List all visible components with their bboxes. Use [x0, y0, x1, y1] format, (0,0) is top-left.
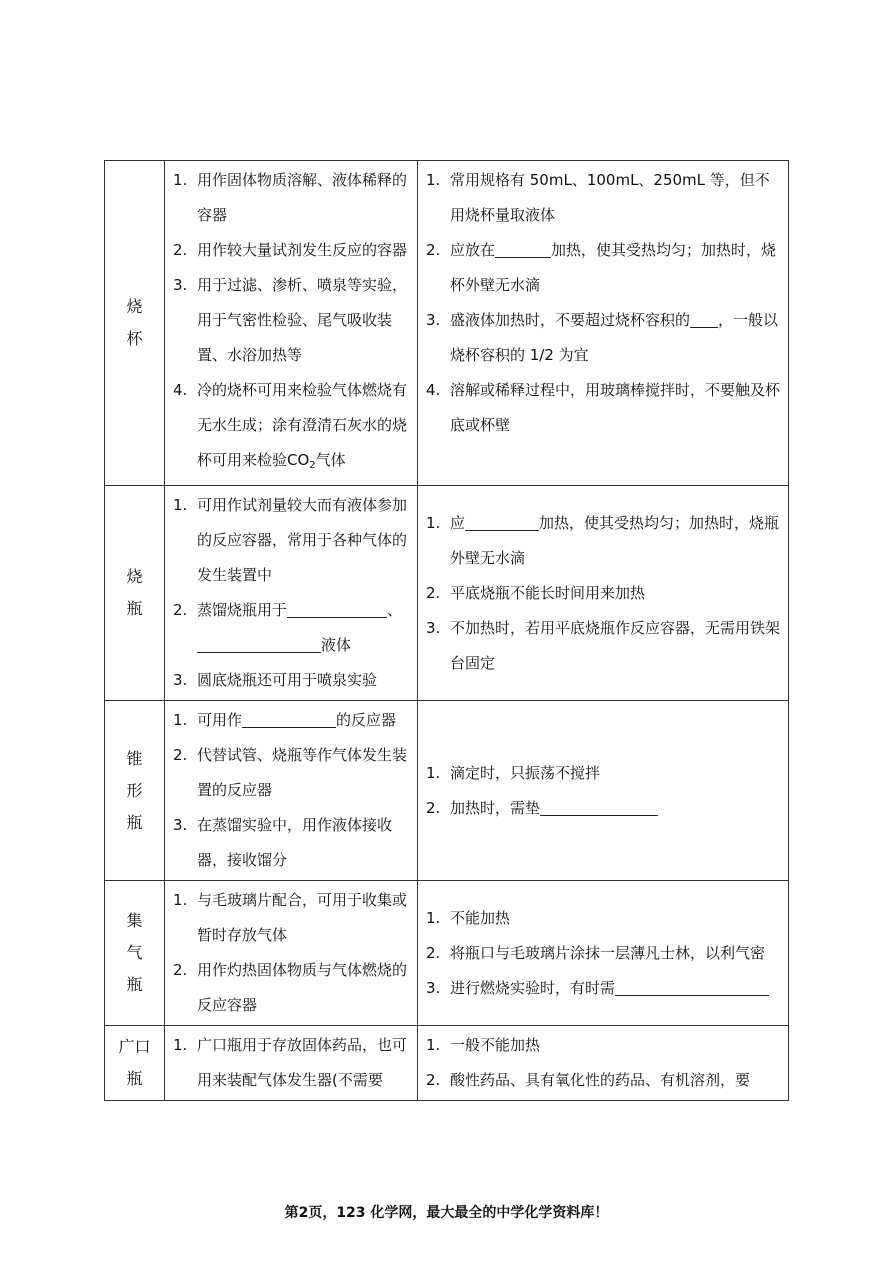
- page-footer: 第2页，123 化学网，最大最全的中学化学资料库！: [284, 1205, 609, 1221]
- list-item: 3. 进行燃烧实验时，有时需: [426, 971, 782, 1006]
- uses-cell: [165, 161, 418, 486]
- apparatus-name-char: 形: [126, 780, 143, 800]
- list-item: 1. 与毛玻璃片配合，可用于收集或暂时存放气体: [173, 891, 408, 944]
- notes-cell: [418, 701, 789, 881]
- apparatus-name-char: 瓶: [126, 599, 143, 618]
- list-item: 1. 滴定时，只振荡不搅拌: [426, 763, 601, 782]
- uses-cell: [165, 486, 418, 701]
- list-item: 1. 可用作试剂量较大而有液体参加的反应容器，常用于各种气体的发生装置中: [173, 496, 408, 584]
- apparatus-name-char: 锥: [126, 748, 143, 768]
- list-item: 2. 用作较大量试剂发生反应的容器: [173, 241, 408, 259]
- apparatus-name-char: 瓶: [126, 1069, 143, 1088]
- fill-blank[interactable]: [465, 512, 539, 531]
- notes-cell: [418, 1026, 789, 1101]
- list-item: 2. 加热时，需垫: [426, 791, 782, 826]
- list-item: 2. 将瓶口与毛玻璃片涂抹一层薄凡士林，以利气密: [426, 943, 766, 962]
- list-item: 1. 一般不能加热: [426, 1036, 541, 1054]
- uses-cell: [165, 1026, 418, 1101]
- apparatus-name-char: 烧: [126, 297, 143, 316]
- list-item: 3. 用于过滤、渗析、喷泉等实验，用于气密性检验、尾气吸收装置、水浴加热等: [173, 276, 408, 364]
- apparatus-name-char: 烧: [126, 567, 143, 586]
- apparatus-name-char: 广口: [118, 1037, 151, 1056]
- apparatus-name-char: 气: [126, 943, 143, 962]
- list-item: 2. 平底烧瓶不能长时间用来加热: [426, 583, 646, 602]
- list-item: 2. 应放在 加热，使其受热均匀；加热时，烧杯外壁无水滴: [426, 241, 777, 294]
- apparatus-name-char: 瓶: [126, 975, 143, 994]
- apparatus-table: [104, 160, 789, 1101]
- fill-blank[interactable]: [540, 797, 658, 816]
- list-item: 3. 不加热时，若用平底烧瓶作反应容器，无需用铁架台固定: [426, 618, 781, 672]
- list-item: 3. 盛液体加热时，不要超过烧杯容积的 ，一般以烧杯容积的 1/2 为宜: [426, 311, 779, 364]
- uses-cell: [165, 701, 418, 881]
- fill-blank[interactable]: [615, 977, 769, 996]
- apparatus-name-cell: [105, 881, 165, 1026]
- apparatus-name-char: 集: [126, 911, 143, 930]
- table-row: [105, 1026, 789, 1101]
- list-item: 2. 用作灼热固体物质与气体燃烧的反应容器: [173, 961, 408, 1014]
- table-row: [105, 881, 789, 1026]
- list-item: 2. 蒸馏烧瓶用于 、液体: [173, 601, 403, 654]
- fill-blank[interactable]: [242, 709, 336, 728]
- list-item: 1. 可用作 的反应器: [173, 711, 397, 729]
- list-item: 1. 广口瓶用于存放固体药品，也可用来装配气体发生器(不需要: [173, 1036, 408, 1089]
- list-item: 3. 圆底烧瓶还可用于喷泉实验: [173, 671, 378, 689]
- list-item: 2. 酸性药品、具有氧化性的药品、有机溶剂，要: [426, 1071, 751, 1089]
- fill-blank[interactable]: [197, 634, 321, 653]
- fill-blank[interactable]: [287, 599, 387, 618]
- list-item: 4. 溶解或稀释过程中，用玻璃棒搅拌时，不要触及杯底或杯壁: [426, 381, 781, 434]
- list-item: 2. 代替试管、烧瓶等作气体发生装置的反应器: [173, 746, 408, 799]
- notes-cell: [418, 486, 789, 701]
- list-item: 1. 用作固体物质溶解、液体稀释的容器: [173, 171, 408, 224]
- notes-cell: [418, 881, 789, 1026]
- apparatus-name-cell: [105, 161, 165, 486]
- list-item: 3. 在蒸馏实验中，用作液体接收器，接收馏分: [173, 816, 393, 869]
- notes-cell: [418, 161, 789, 486]
- table-row: [105, 701, 789, 881]
- fill-blank[interactable]: [690, 309, 718, 328]
- apparatus-name-cell: [105, 701, 165, 881]
- uses-cell: [165, 881, 418, 1026]
- apparatus-name-cell: [105, 486, 165, 701]
- list-item: 1. 应 加热，使其受热均匀；加热时，烧瓶外壁无水滴: [426, 513, 780, 567]
- fill-blank[interactable]: [495, 239, 551, 258]
- table-row: [105, 161, 789, 486]
- apparatus-name-char: 杯: [126, 329, 143, 348]
- list-item: 1. 不能加热: [426, 908, 511, 927]
- apparatus-name-char: 瓶: [126, 812, 143, 832]
- apparatus-name-cell: [105, 1026, 165, 1101]
- list-item: 4. 冷的烧杯可用来检验气体燃烧有无水生成；涂有澄清石灰水的烧杯可用来检验$CO_2$气体: [173, 381, 408, 471]
- list-item: 1. 常用规格有 50mL、100mL、250mL 等，但不用烧杯量取液体: [426, 171, 770, 224]
- table-row: [105, 486, 789, 701]
